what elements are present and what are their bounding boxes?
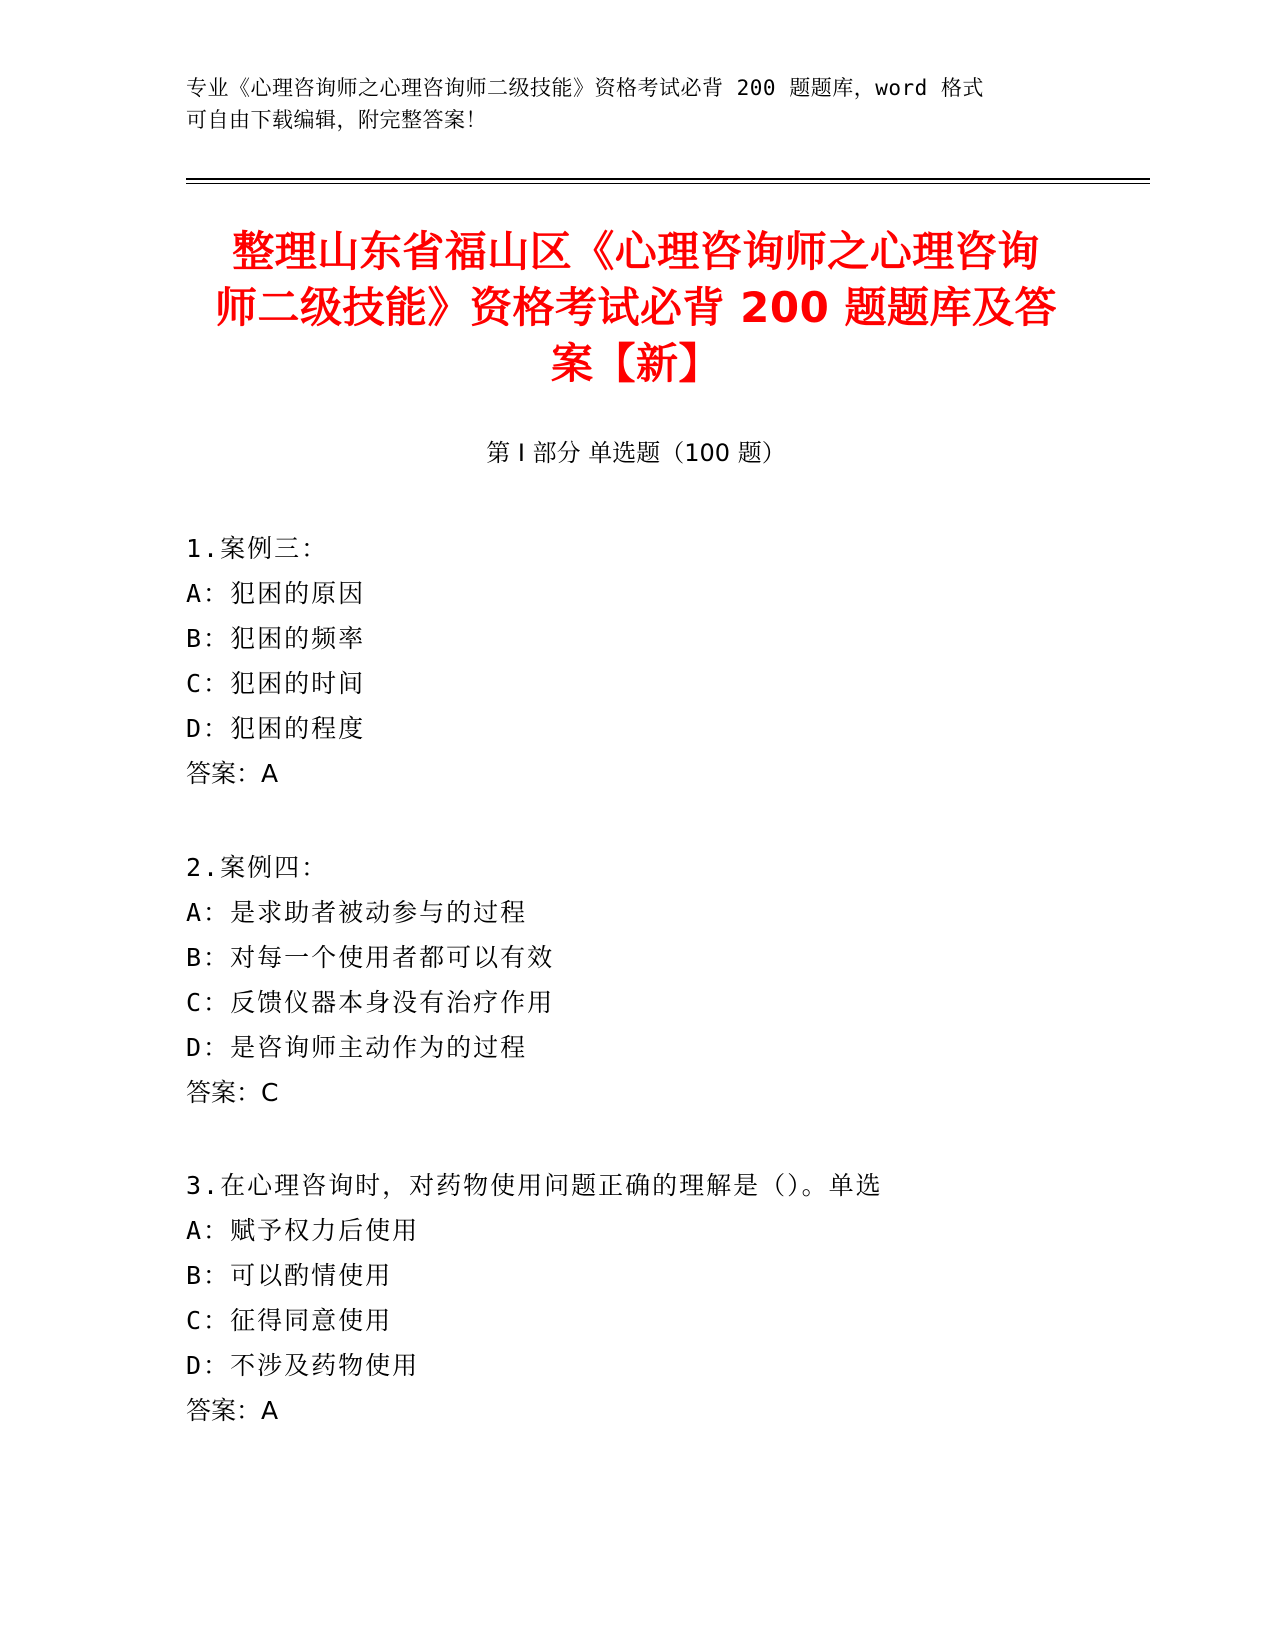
question-3 <box>186 1163 1150 1433</box>
title-line-2: 师二级技能》资格考试必背 200 题题库及答 <box>215 283 1057 332</box>
option-c <box>186 1298 1150 1343</box>
option-b <box>186 616 1150 661</box>
header-note-line-1: 专业《心理咨询师之心理咨询师二级技能》资格考试必背 200 题题库，word 格式 <box>186 76 984 100</box>
option-a <box>186 890 1150 935</box>
answer-line: 答案：A <box>186 1396 279 1425</box>
option-text: 赋予权力后使用 <box>230 1216 420 1245</box>
option-letter: A： <box>186 579 231 608</box>
question-1 <box>186 526 1150 796</box>
option-text: 是求助者被动参与的过程 <box>230 898 528 927</box>
option-letter: A： <box>186 1216 231 1245</box>
question-stem: 3.在心理咨询时，对药物使用问题正确的理解是（）。单选 <box>186 1171 883 1200</box>
option-text: 征得同意使用 <box>230 1306 393 1335</box>
option-text: 犯困的时间 <box>230 669 366 698</box>
option-d <box>186 1025 1150 1070</box>
option-a <box>186 571 1150 616</box>
option-text: 可以酌情使用 <box>230 1261 393 1290</box>
option-d <box>186 706 1150 751</box>
option-letter: D： <box>186 1351 231 1380</box>
option-letter: B： <box>186 943 231 972</box>
option-text: 不涉及药物使用 <box>230 1351 420 1380</box>
option-b <box>186 1253 1150 1298</box>
option-a <box>186 1208 1150 1253</box>
option-c <box>186 661 1150 706</box>
option-letter: C： <box>186 669 231 698</box>
header-rule-thick <box>186 178 1150 180</box>
option-b <box>186 935 1150 980</box>
option-letter: D： <box>186 1033 231 1062</box>
answer-line: 答案：A <box>186 759 279 788</box>
question-stem: 1.案例三： <box>186 534 329 563</box>
document-title <box>186 224 1086 392</box>
title-line-3: 案【新】 <box>550 339 721 388</box>
section-heading: 第 I 部分 单选题（100 题） <box>486 439 786 467</box>
option-d <box>186 1343 1150 1388</box>
title-line-1: 整理山东省福山区《心理咨询师之心理咨询 <box>232 227 1040 276</box>
option-letter: A： <box>186 898 231 927</box>
option-text: 反馈仪器本身没有治疗作用 <box>230 988 555 1017</box>
option-text: 对每一个使用者都可以有效 <box>230 943 555 972</box>
option-text: 犯困的频率 <box>230 624 366 653</box>
question-stem: 2.案例四： <box>186 853 329 882</box>
header-rule-thin <box>186 183 1150 184</box>
question-2 <box>186 845 1150 1115</box>
option-text: 犯困的原因 <box>230 579 366 608</box>
option-letter: B： <box>186 624 231 653</box>
header-note <box>186 72 1066 136</box>
option-letter: B： <box>186 1261 231 1290</box>
answer-line: 答案：C <box>186 1078 279 1107</box>
option-letter: C： <box>186 988 231 1017</box>
header-note-line-2: 可自由下载编辑，附完整答案！ <box>186 108 487 132</box>
option-letter: D： <box>186 714 231 743</box>
option-c <box>186 980 1150 1025</box>
option-letter: C： <box>186 1306 231 1335</box>
option-text: 是咨询师主动作为的过程 <box>230 1033 528 1062</box>
option-text: 犯困的程度 <box>230 714 366 743</box>
